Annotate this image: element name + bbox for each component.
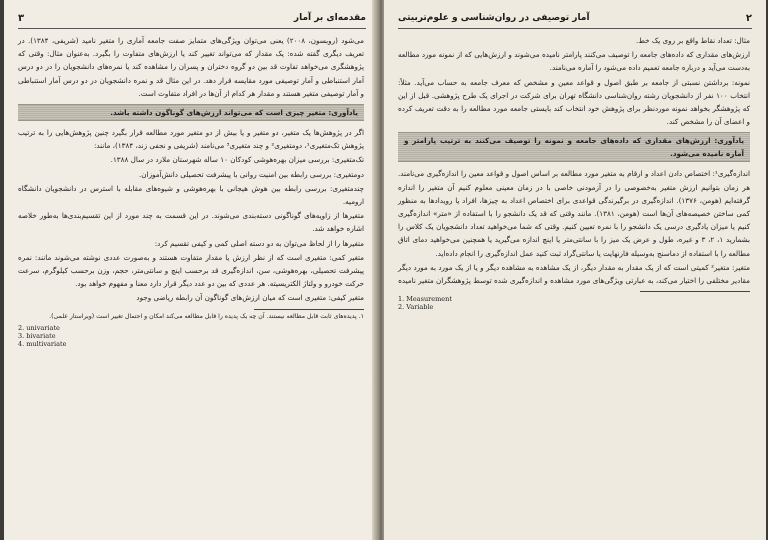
paragraph: مثال: تعداد نقاط واقع بر روی یک خط. (635, 36, 750, 45)
reminder-box: یادآوری: ارزش‌های مقداری که داده‌های جامعه و نمونه را توصیف می‌کنند به ترتیب پارامتر و آماره نامیده می‌شود. (398, 132, 750, 162)
paragraph: چندمتغیری: بررسی رابطه بین هوش هیجانی با بهره‌هوشی و شیوه‌های مقابله با استرس در دانشجویان دانشگاه ارومیه. (18, 183, 364, 207)
paragraph: متغیرها از زاویه‌های گوناگونی دسته‌بندی می‌شوند. در این قسمت به چند مورد از این تقسیم‌بندی‌ها به‌طور خلاصه اشاره خواهد شد. (18, 211, 364, 234)
footnote-item: 3. bivariate (18, 331, 56, 340)
paragraph: نمونه: برداشتن نسبتی از جامعه بر طبق اصول و قواعد معین و مشخص که معرف جامعه به حساب می‌آید. مثلاً: انتخاب ۱۰۰ نفر از دانشجویان رشته روان‌شناسی دانشگاه تهران برای شرکت در اجرای یک طرح پژوهشی. قبل از این که پژوهشگر بخواهد نمونه موردنظر برای پژوهش خود انتخاب کند بایستی جامعه مورد مطالعه را به دقت تعریف کرده و اعضای آن را مشخص کند. (398, 77, 751, 127)
reminder-box: یادآوری: متغیر چیزی است که می‌تواند ارزش‌های گوناگون داشته باشد. (18, 104, 364, 121)
paragraph: ارزش‌های مقداری که داده‌های جامعه را توصیف می‌کنند پارامتر نامیده می‌شوند و ارزش‌هایی که از نمونه مورد مطالعه به‌دست می‌آید و درباره جامعه تعمیم داده می‌شود را آماره می‌نامند. (398, 50, 750, 73)
running-header (398, 10, 752, 26)
footnote-rule (640, 291, 750, 292)
paragraph: متغیر کیفی: متغیری است که میان ارزش‌های گوناگون آن رابطه ریاضی وجود (136, 293, 364, 303)
running-header (18, 10, 366, 26)
paragraph: اگر در پژوهش‌ها یک متغیر، دو متغیر و یا بیش از دو متغیر مورد مطالعه قرار بگیرد چنین پژوهش‌هایی را به ترتیب پژوهش تک‌متغیری¹، دومتغیری² و چند متغیری³ می‌نامند (شریفی و نجفی زند، ۱۳۸۴)، مانند: (18, 128, 364, 151)
header-title: مقدمه‌ای بر آمار (293, 13, 366, 23)
footnote-item: 1. Measurement (398, 295, 452, 304)
footnote: ۱. پدیده‌های ثابت قابل مطالعه نیستند. آن چه یک پدیده را قابل مطالعه می‌کند امکان و احتمال تغییر است (ویراستار علمی). (49, 312, 364, 320)
header-rule (18, 28, 366, 29)
footnote-item: 2. Variable (398, 303, 434, 312)
paragraph: دومتغیری: بررسی رابطه بین امنیت روانی با پیشرفت تحصیلی دانش‌آموزان. (139, 169, 364, 179)
footnotes-latin (18, 324, 364, 348)
paragraph: اندازه‌گیری¹: اختصاص دادن اعداد و ارقام به متغیر مورد مطالعه بر اساس اصول و قواعد معین را اندازه‌گیری می‌نامند. هر زمان بتوانیم ارزش متغیر به‌خصوصی را در آزمودنی خاصی با در زمان معینی معلوم کنیم آن متغیر را اندازه گرفته‌ایم (هومن، ۱۳۷۶). اندازه‌گیری در برگیرندگی قواعدی برای اختصاص اعداد به چیزها، افراد یا رویدادها به منظور کمی ساختن خصیصه‌های آن‌ها است (هومن، ۱۳۸۱). مانند وقتی که قد یک دانشجو را با استفاده از «متر» اندازه‌گیری کنیم یا میزان یادگیری درسی یک دانشجو را با نمره تعیین کنیم. وقتی که شما می‌خواهید تعداد دانشجویان یک کلاس را بشمارید ۱، ۲، ۳ و غیره، طول و عرض یک میز را با سانتی‌متر یا اینچ اندازه می‌گیرید یا همچنین می‌خواهید دمای اتاق مطالعه را با استفاده از دماسنج به‌وسیله فارنهایت یا سانتی‌گراد ثبت کنید عمل اندازه‌گیری را انجام داده‌اید. (398, 169, 750, 258)
paragraph: متغیرها را از لحاظ می‌توان به دو دسته اصلی کمی و کیفی تقسیم کرد: (154, 238, 364, 248)
footnote-rule (254, 309, 364, 310)
paragraph: می‌شود (روبسون، ۲۰۰۸) یعنی می‌توان ویژگی‌های متمایز صفت جامعه آماری را متغیر نامید (شریفی، ۱۳۸۴). در تعریف دیگری گفته شده: یک مقدار که می‌تواند تغییر کند یا ارزش‌های متفاوت را بگیرد. به‌عنوان مثال: وقتی که پژوهشگری می‌خواهد تفاوت قد بین دو گروه دختران و پسران را مشاهده کند یا نمره‌های دانشجویان را در دو درس آمار استنباطی و آمار توصیفی مورد مقایسه قرار دهد. در این مثال قد و نمره دانشجویان در دو درس آمار استنباطی و آمار توصیفی متغیر هستند و مقدار هر کدام از آن‌ها در افراد متفاوت است. (18, 36, 364, 98)
page-number: ۳ (18, 12, 25, 24)
page-number: ۲ (745, 12, 752, 24)
footnote-item: 4. multivariate (18, 339, 67, 348)
footnote-item: 2. univariate (18, 323, 60, 332)
right-page (384, 0, 766, 540)
page-body (398, 34, 750, 311)
paragraph: متغیر: متغیر² کمیتی است که از یک مقدار به مقدار دیگر، از یک مشاهده به مشاهده دیگر و یا از یک مورد به مورد دیگر مقادیر مختلفی را اختیار می‌کند، به عبارتی ویژگی‌های مورد مشاهده و اندازه‌گیری شده توسط پژوهشگران متغیر نامیده (398, 262, 750, 286)
paragraph: متغیر کمی: متغیری است که از نظر ارزش یا مقدار متفاوت هستند و به‌صورت عددی نوشته می‌شوند مانند: نمره پیشرفت تحصیلی، بهره‌هوشی، سن، اندازه‌گیری قد برحسب اینچ و سانتی‌متر، حجم، وزن برحسب کیلوگرم، سرعت حرکت خودرو و ولتاژ الکتریسیته. هر عددی که بین دو عدد دیگر قرار دارد معنا و مفهوم خواهد بود. (18, 252, 364, 289)
left-page (4, 0, 380, 540)
header-rule (398, 28, 752, 29)
paragraph: تک‌متغیری: بررسی میزان بهره‌هوشی کودکان ۱۰ ساله شهرستان ملارد در سال ۱۳۸۸. (110, 155, 364, 165)
header-title: آمار توصیفی در روان‌شناسی و علوم‌تربیتی (398, 13, 590, 23)
footnotes-latin (398, 295, 750, 311)
page-body (18, 34, 364, 348)
